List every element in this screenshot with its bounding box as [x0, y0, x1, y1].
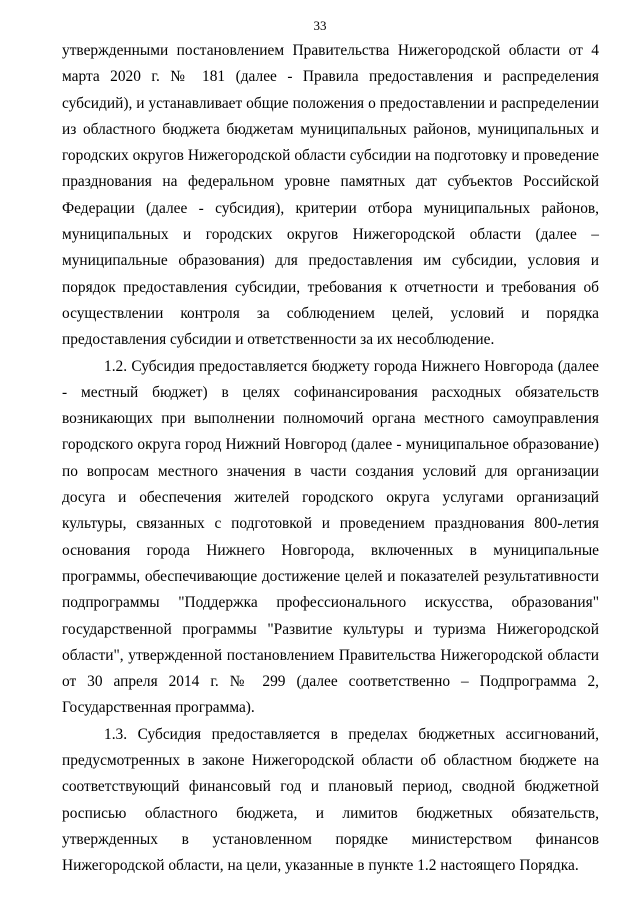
paragraph-1-continuation: утвержденными постановлением Правительства Нижегородской области от 4 марта 2020 г. № 181 (далее - Правила предоставления и распределения субсидий), и устанавливает общие положения о предоставлении и распределении из областного бюджета бюджетам муниципальных районов, муниципальных и городских округов Нижегородской области субсидии на подготовку и проведение празднования на федеральном уровне памятных дат субъектов Российской Федерации (далее - субсидия), критерии отбора муниципальных районов, муниципальных и городских округов Нижегородской области (далее – муниципальные образования) для предоставления им субсидии, условия и порядок предоставления субсидии, требования к отчетности и требования об осуществлении контроля за соблюдением целей, условий и порядка предоставления субсидии и ответственности за их несоблюдение.	[62, 42, 599, 349]
paragraph-1-2: 1.2. Субсидия предоставляется бюджету города Нижнего Новгорода (далее - местный бюджет) в целях софинансирования расходных обязательств возникающих при выполнении полномочий органа местного самоуправления городского округа город Нижний Новгород (далее - муниципальное образование) по вопросам местного значения в части создания условий для организации досуга и обеспечения жителей городского округа услугами организаций культуры, связанных с подготовкой и проведением празднования 800-летия основания города Нижнего Новгорода, включенных в муниципальные программы, обеспечивающие достижение целей и показателей результативности подпрограммы "Поддержка профессионального искусства, образования" государственной программы "Развитие культуры и туризма Нижегородской области", утвержденной постановлением Правительства Нижегородской области от 30 апреля 2014 г. № 299 (далее соответственно – Подпрограмма 2, Государственная программа).	[62, 357, 599, 717]
page-number: 33	[313, 18, 327, 33]
document-body	[62, 38, 599, 880]
paragraph-1-3: 1.3. Субсидия предоставляется в пределах бюджетных ассигнований, предусмотренных в законе Нижегородской области об областном бюджете на соответствующий финансовый год и плановый период, сводной бюджетной росписью областного бюджета, и лимитов бюджетных обязательств, утвержденных в установленном порядке министерством финансов Нижегородской области, на цели, указанные в пункте 1.2 настоящего Порядка.	[62, 725, 599, 875]
